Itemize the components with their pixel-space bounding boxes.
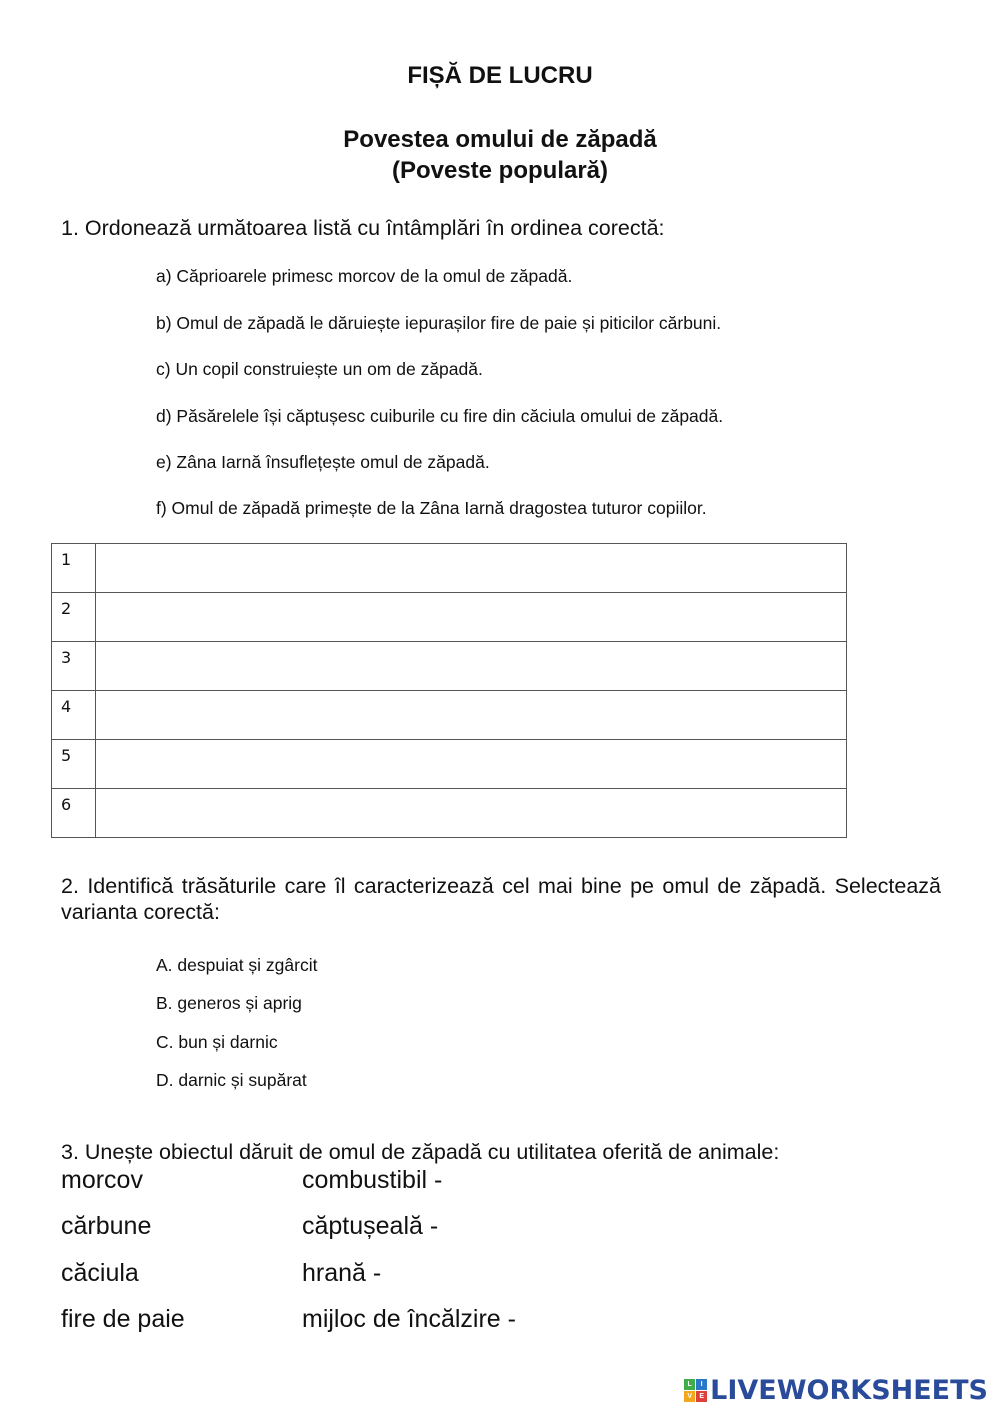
story-title-line2: (Poveste populară) — [391, 157, 609, 184]
logo-tile: V — [684, 1391, 695, 1402]
event-item-c: c) Un copil construiește un om de zăpadă. — [156, 359, 483, 379]
row-number: 5 — [52, 740, 96, 789]
answer-cell-3[interactable] — [96, 642, 847, 691]
option-c[interactable]: C. bun și darnic — [156, 1032, 278, 1052]
row-number: 2 — [52, 593, 96, 642]
logo-text: LIVEWORKSHEETS — [710, 1374, 988, 1406]
match-object-1[interactable]: morcov — [61, 1166, 143, 1194]
match-use-2[interactable]: căptușeală - — [302, 1212, 439, 1240]
story-title-line1: Povestea omului de zăpadă — [343, 126, 657, 153]
event-item-f: f) Omul de zăpadă primește de la Zâna Iarnă dragostea tuturor copiilor. — [156, 498, 707, 518]
answer-cell-5[interactable] — [96, 740, 847, 789]
match-use-4[interactable]: mijloc de încălzire - — [302, 1305, 516, 1333]
row-number: 1 — [52, 544, 96, 593]
table-row — [52, 691, 847, 740]
option-b[interactable]: B. generos și aprig — [156, 993, 302, 1013]
table-row — [52, 593, 847, 642]
story-title — [0, 124, 1000, 186]
logo-tile: I — [696, 1379, 707, 1390]
event-item-b: b) Omul de zăpadă le dăruiește iepurașilor fire de paie și piticilor cărbuni. — [156, 313, 722, 333]
event-item-e: e) Zâna Iarnă însuflețește omul de zăpadă. — [156, 452, 490, 472]
option-a[interactable]: A. despuiat și zgârcit — [156, 955, 318, 975]
event-item-a: a) Căprioarele primesc morcov de la omul de zăpadă. — [156, 266, 573, 286]
table-row — [52, 789, 847, 838]
question-1-prompt: 1. Ordonează următoarea listă cu întâmplări în ordinea corectă: — [61, 216, 665, 240]
answer-cell-6[interactable] — [96, 789, 847, 838]
logo-tile: E — [696, 1391, 707, 1402]
match-object-3[interactable]: căciula — [61, 1259, 139, 1287]
question-3-prompt: 3. Unește obiectul dăruit de omul de zăpadă cu utilitatea oferită de animale: — [61, 1140, 780, 1164]
question-2-prompt: 2. Identifică trăsăturile care îl caracterizează cel mai bine pe omul de zăpadă. Selectează varianta corectă: — [61, 874, 941, 924]
row-number: 4 — [52, 691, 96, 740]
table-row — [52, 544, 847, 593]
event-item-d: d) Păsărelele își căptușesc cuiburile cu fire din căciula omului de zăpadă. — [156, 406, 724, 426]
match-use-3[interactable]: hrană - — [302, 1259, 382, 1287]
match-object-4[interactable]: fire de paie — [61, 1305, 185, 1333]
answer-cell-4[interactable] — [96, 691, 847, 740]
match-use-1[interactable]: combustibil - — [302, 1166, 443, 1194]
match-object-2[interactable]: cărbune — [61, 1212, 152, 1240]
liveworksheets-logo — [684, 1374, 988, 1406]
order-table — [51, 543, 847, 838]
answer-cell-1[interactable] — [96, 544, 847, 593]
table-row — [52, 740, 847, 789]
option-d[interactable]: D. darnic și supărat — [156, 1070, 307, 1090]
logo-tile: L — [684, 1379, 695, 1390]
liveworksheets-logo-icon — [684, 1379, 707, 1402]
table-row — [52, 642, 847, 691]
answer-cell-2[interactable] — [96, 593, 847, 642]
page-title: FIȘĂ DE LUCRU — [407, 62, 593, 89]
row-number: 3 — [52, 642, 96, 691]
row-number: 6 — [52, 789, 96, 838]
